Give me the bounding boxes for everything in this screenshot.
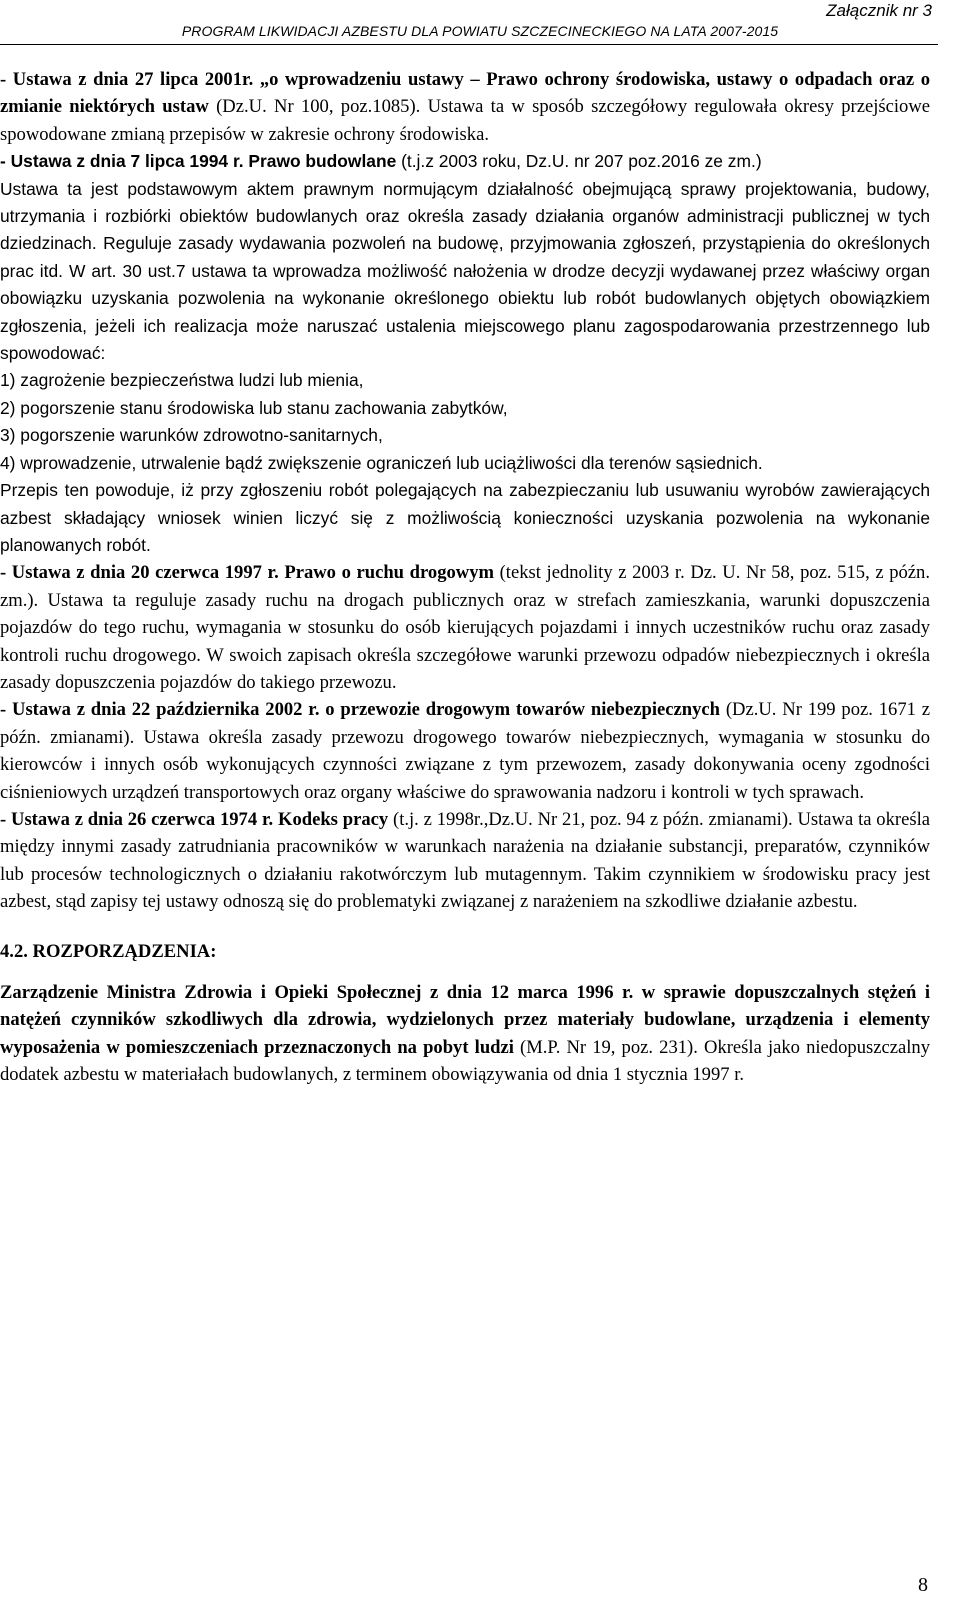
paragraph-asbestos-notification: Przepis ten powoduje, iż przy zgłoszeniu robót polegających na zabezpieczaniu lub usuwaniu wyrobów zawierających azbest składający wniosek winien liczyć się z możliwością konieczności uzyskania pozwolenia na wykonanie planowanych robót. [0,480,930,555]
section-heading: 4.2. ROZPORZĄDZENIA: [0,940,217,962]
act-title-prawo-budowlane: - Ustawa z dnia 7 lipca 1994 r. Prawo budowlane [0,151,397,172]
act-reference-prawo-budowlane: (t.j.z 2003 roku, Dz.U. nr 207 poz.2016 ze zm.) [396,151,762,172]
attachment-label: Załącznik nr 3 [826,1,932,20]
paragraph-prawo-budowlane [0,148,930,175]
program-title: PROGRAM LIKWIDACJI AZBESTU DLA POWIATU SZCZECINECKIEGO NA LATA 2007-2015 [181,23,779,39]
page-number: 8 [918,1574,928,1596]
spacer [0,916,930,938]
paragraph-zarzadzenie-1996 [0,979,930,1089]
list-item: 1) zagrożenie bezpieczeństwa ludzi lub mienia, [0,370,364,391]
act-title-ruch-drogowy: - Ustawa z dnia 20 czerwca 1997 r. Prawo o ruchu drogowym [0,562,494,584]
list-item: 3) pogorszenie warunków zdrowotno-sanitarnych, [0,425,383,446]
paragraph-ustawa-2001 [0,66,930,148]
paragraph-prawo-o-ruchu-drogowym [0,559,930,696]
paragraph-kodeks-pracy [0,806,930,916]
document-body [0,66,930,1089]
act-description-kodeks-pracy: (t.j. z 1998r.,Dz.U. Nr 21, poz. 94 z późn. zmianami). Ustawa ta określa między innymi zasady zatrudniania pracowników w warunkach narażenia na działanie substancji, preparatów, czynników lub procesów technologicznych o działaniu rakotwórczym lub mutagennym. Takim czynnikiem w środowisku pracy jest azbest, stąd zapisy tej ustawy odnoszą się do problematyki związanej z narażeniem na szkodliwe działanie azbestu. [0,808,930,913]
regulation-description-1996: (M.P. Nr 19, poz. 231). Określa jako niedopuszczalny dodatek azbestu w materiałach budowlanych, z terminem obowiązywania od dnia 1 stycznia 1997 r. [0,1036,930,1086]
consequences-list [0,367,930,477]
act-description-przewoz-towarow: (Dz.U. Nr 199 poz. 1671 z późn. zmianami). Ustawa określa zasady przewozu drogowego towarów niebezpiecznych, wymagania w stosunku do kierowców i innych osób wykonujących czynności związane z tym przewozem, zasady dokonywania oceny zgodności ciśnieniowych urządzeń transportowych oraz organy właściwe do sprawowania nadzoru i kontroli w tych sprawach. [0,699,930,803]
paragraph-prawo-budowlane-description: Ustawa ta jest podstawowym aktem prawnym normującym działalność obejmującą sprawy projektowania, budowy, utrzymania i rozbiórki obiektów budowlanych oraz określa zasady działania organów administracji publicznej w tych dziedzinach. Reguluje zasady wydawania pozwoleń na budowę, przyjmowania zgłoszeń, przystąpienia do określonych prac itd. W art. 30 ust.7 ustawa ta wprowadza możliwość nałożenia w drodze decyzji wydawanej przez właściwy organ obowiązku uzyskania pozwolenia na wykonanie określonego obiektu lub robót budowlanych objętych obowiązkiem zgłoszenia, jeżeli ich realizacja może naruszać ustalenia miejscowego planu zagospodarowania przestrzennego lub spowodować: [0,178,930,364]
act-title-przewoz-towarow: - Ustawa z dnia 22 października 2002 r. o przewozie drogowym towarów niebezpiecznych [0,699,721,721]
regulation-title-1996: Zarządzenie Ministra Zdrowia i Opieki Społecznej z dnia 12 marca 1996 r. w sprawie dopuszczalnych stężeń i natężeń czynników szkodliwych dla zdrowia, wydzielonych przez materiały budowlane, urządzenia i elementy wyposażenia w pomieszczeniach przeznaczonych na pobyt ludzi [0,982,930,1058]
act-title-2001: - Ustawa z dnia 27 lipca 2001r. „o wprowadzeniu ustawy – Prawo ochrony środowiska, ustawy o odpadach oraz o zmianie niektórych ustaw [0,69,930,118]
paragraph-przewoz-towarow [0,696,930,806]
act-title-kodeks-pracy: - Ustawa z dnia 26 czerwca 1974 r. Kodeks pracy [0,808,389,830]
list-item: 2) pogorszenie stanu środowiska lub stanu zachowania zabytków, [0,397,508,418]
header-divider [0,44,938,45]
act-description-2001: (Dz.U. Nr 100, poz.1085). Ustawa ta w sposób szczegółowy regulowała okresy przejściowe spowodowane zmianą przepisów w zakresie ochrony środowiska. [0,96,930,145]
list-item: 4) wprowadzenie, utrwalenie bądź zwiększenie ograniczeń lub uciążliwości dla terenów sąsiednich. [0,452,763,473]
spacer [0,965,930,979]
act-description-ruch-drogowy: (tekst jednolity z 2003 r. Dz. U. Nr 58, poz. 515, z późn. zm.). Ustawa ta reguluje zasady ruchu na drogach publicznych oraz w strefach zamieszkania, warunki dopuszczenia pojazdów do tego ruchu, wymagania w stosunku do osób kierujących pojazdami i innych uczestników ruchu oraz zasady kontroli ruchu drogowego. W swoich zapisach określa szczegółowe warunki przewozu odpadów niebezpiecznych i określa zasady dopuszczenia pojazdów do takiego przewozu. [0,562,930,693]
